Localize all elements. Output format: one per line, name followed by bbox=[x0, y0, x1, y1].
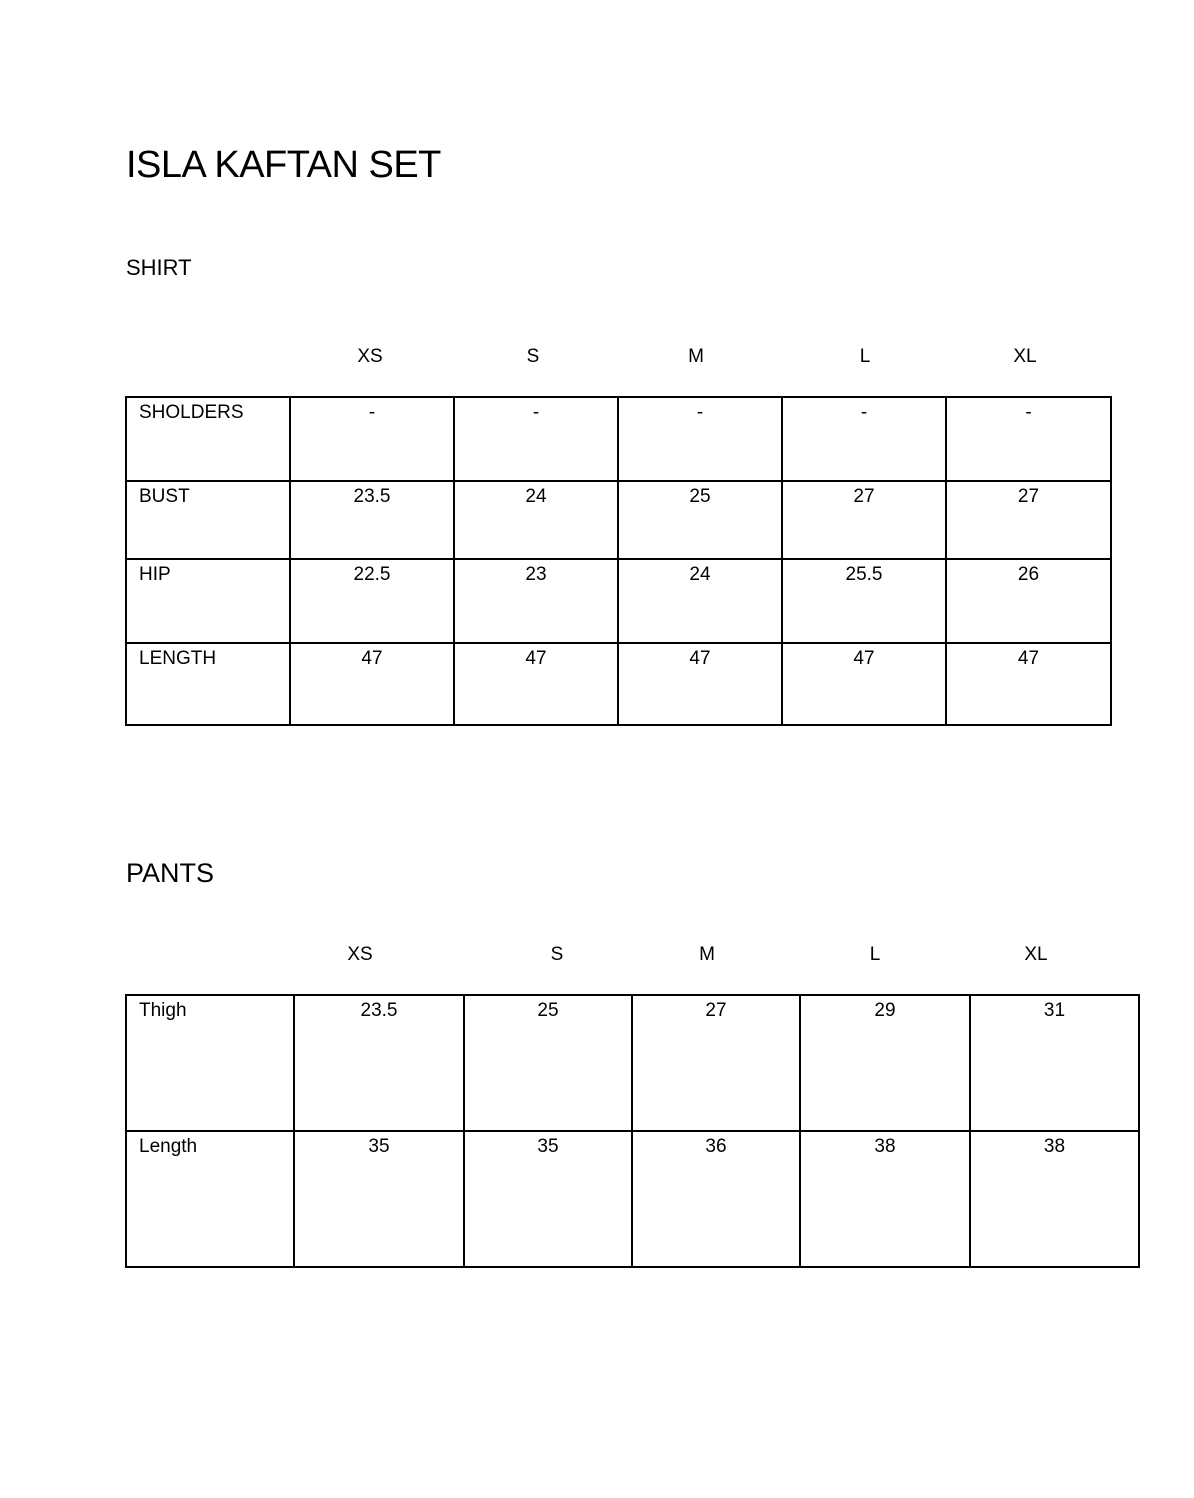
table-row bbox=[126, 559, 1111, 643]
row-label: HIP bbox=[126, 559, 290, 643]
table-cell: 47 bbox=[782, 643, 946, 725]
table-cell: - bbox=[290, 397, 454, 481]
table-cell: 27 bbox=[632, 995, 800, 1131]
row-label: Thigh bbox=[126, 995, 294, 1131]
table-cell: 27 bbox=[782, 481, 946, 559]
pants-size-header-s: S bbox=[550, 944, 564, 965]
table-row bbox=[126, 481, 1111, 559]
shirt-size-header-l: L bbox=[859, 346, 871, 367]
shirt-section-title: SHIRT bbox=[126, 255, 192, 280]
page-title: ISLA KAFTAN SET bbox=[126, 144, 441, 186]
shirt-size-header-s: S bbox=[526, 346, 540, 367]
shirt-size-header-xs: XS bbox=[357, 346, 383, 367]
table-cell: 38 bbox=[800, 1131, 970, 1267]
table-cell: - bbox=[454, 397, 618, 481]
pants-size-header-xs: XS bbox=[347, 944, 373, 965]
table-cell: 47 bbox=[946, 643, 1111, 725]
table-cell: 27 bbox=[946, 481, 1111, 559]
table-row bbox=[126, 643, 1111, 725]
row-label: LENGTH bbox=[126, 643, 290, 725]
pants-size-header-m: M bbox=[699, 944, 715, 965]
table-cell: 35 bbox=[294, 1131, 464, 1267]
table-cell: 24 bbox=[618, 559, 782, 643]
table-cell: 26 bbox=[946, 559, 1111, 643]
pants-size-header-xl: XL bbox=[1024, 944, 1048, 965]
row-label: BUST bbox=[126, 481, 290, 559]
row-label: SHOLDERS bbox=[126, 397, 290, 481]
table-cell: 23 bbox=[454, 559, 618, 643]
table-cell: 23.5 bbox=[290, 481, 454, 559]
table-cell: 24 bbox=[454, 481, 618, 559]
table-cell: 47 bbox=[618, 643, 782, 725]
shirt-size-header-xl: XL bbox=[1013, 346, 1037, 367]
table-cell: 25.5 bbox=[782, 559, 946, 643]
table-cell: 29 bbox=[800, 995, 970, 1131]
table-cell: 25 bbox=[618, 481, 782, 559]
table-cell: 36 bbox=[632, 1131, 800, 1267]
table-row bbox=[126, 1131, 1139, 1267]
row-label: Length bbox=[126, 1131, 294, 1267]
table-cell: 47 bbox=[290, 643, 454, 725]
table-cell: 23.5 bbox=[294, 995, 464, 1131]
table-cell: 31 bbox=[970, 995, 1139, 1131]
pants-size-header-l: L bbox=[869, 944, 881, 965]
shirt-size-header-m: M bbox=[688, 346, 704, 367]
table-row bbox=[126, 397, 1111, 481]
table-cell: - bbox=[618, 397, 782, 481]
table-cell: - bbox=[946, 397, 1111, 481]
shirt-size-table bbox=[125, 396, 1112, 726]
table-cell: 22.5 bbox=[290, 559, 454, 643]
table-cell: 47 bbox=[454, 643, 618, 725]
table-cell: - bbox=[782, 397, 946, 481]
table-cell: 35 bbox=[464, 1131, 632, 1267]
pants-section-title: PANTS bbox=[126, 858, 215, 888]
table-cell: 25 bbox=[464, 995, 632, 1131]
table-row bbox=[126, 995, 1139, 1131]
table-cell: 38 bbox=[970, 1131, 1139, 1267]
pants-size-table bbox=[125, 994, 1140, 1268]
